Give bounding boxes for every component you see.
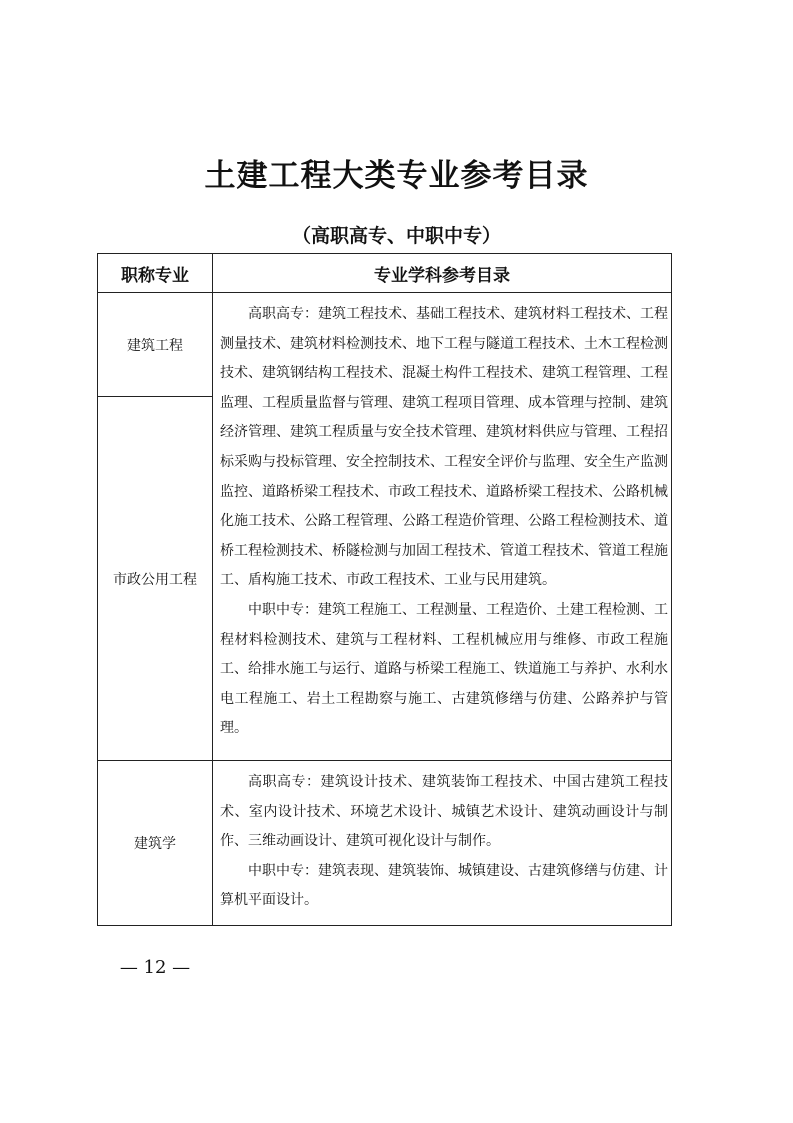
catalog-paragraph-higher-vocational: 高职高专：建筑设计技术、建筑装饰工程技术、中国古建筑工程技术、室内设计技术、环境艺术设计、城镇艺术设计、建筑动画设计与制作、三维动画设计、建筑可视化设计与制作。: [220, 774, 668, 850]
catalog-paragraph-higher-vocational: 高职高专：建筑工程技术、基础工程技术、建筑材料工程技术、工程测量技术、建筑材料检测技术、地下工程与隧道工程技术、土木工程检测技术、建筑钢结构工程技术、混凝土构件工程技术、建筑工程管理、工程监理、工程质量监督与管理、建筑工程项目管理、成本管理与控制、建筑经济管理、建筑工程质量与安全技术管理、建筑材料供应与管理、工程招标采购与投标管理、安全控制技术、工程安全评价与监理、安全生产监测监控、道路桥梁工程技术、市政工程技术、道路桥梁工程技术、公路机械化施工技术、公路工程管理、公路工程造价管理、公路工程检测技术、道桥工程检测技术、桥隧检测与加固工程技术、管道工程技术、管道工程施工、盾构施工技术、市政工程技术、工业与民用建筑。: [220, 306, 668, 589]
category-cell: 建筑工程: [98, 293, 213, 397]
table-header-row: [98, 254, 672, 293]
catalog-paragraph-secondary-vocational: 中职中专：建筑表现、建筑装饰、城镇建设、古建筑修缮与仿建、计算机平面设计。: [220, 862, 668, 909]
page-title: 土建工程大类专业参考目录: [204, 158, 589, 194]
page-number: — 12 —: [119, 957, 191, 978]
table-row: [98, 293, 672, 397]
catalog-paragraph-secondary-vocational: 中职中专：建筑工程施工、工程测量、工程造价、土建工程检测、工程材料检测技术、建筑与工程材料、工程机械应用与维修、市政工程施工、给排水施工与运行、道路与桥梁工程施工、铁道施工与养护、水利水电工程施工、岩土工程勘察与施工、古建筑修缮与仿建、公路养护与管理。: [220, 601, 668, 737]
category-cell: 市政公用工程: [98, 397, 213, 761]
catalog-cell: [213, 293, 672, 761]
column-header-title: 职称专业: [98, 254, 213, 293]
column-header-catalog: 专业学科参考目录: [213, 254, 672, 293]
table-row: [98, 761, 672, 926]
catalog-table: [97, 253, 672, 926]
page-subtitle: （高职高专、中职中专）: [291, 225, 501, 247]
catalog-cell: [213, 761, 672, 926]
category-cell: 建筑学: [98, 761, 213, 926]
